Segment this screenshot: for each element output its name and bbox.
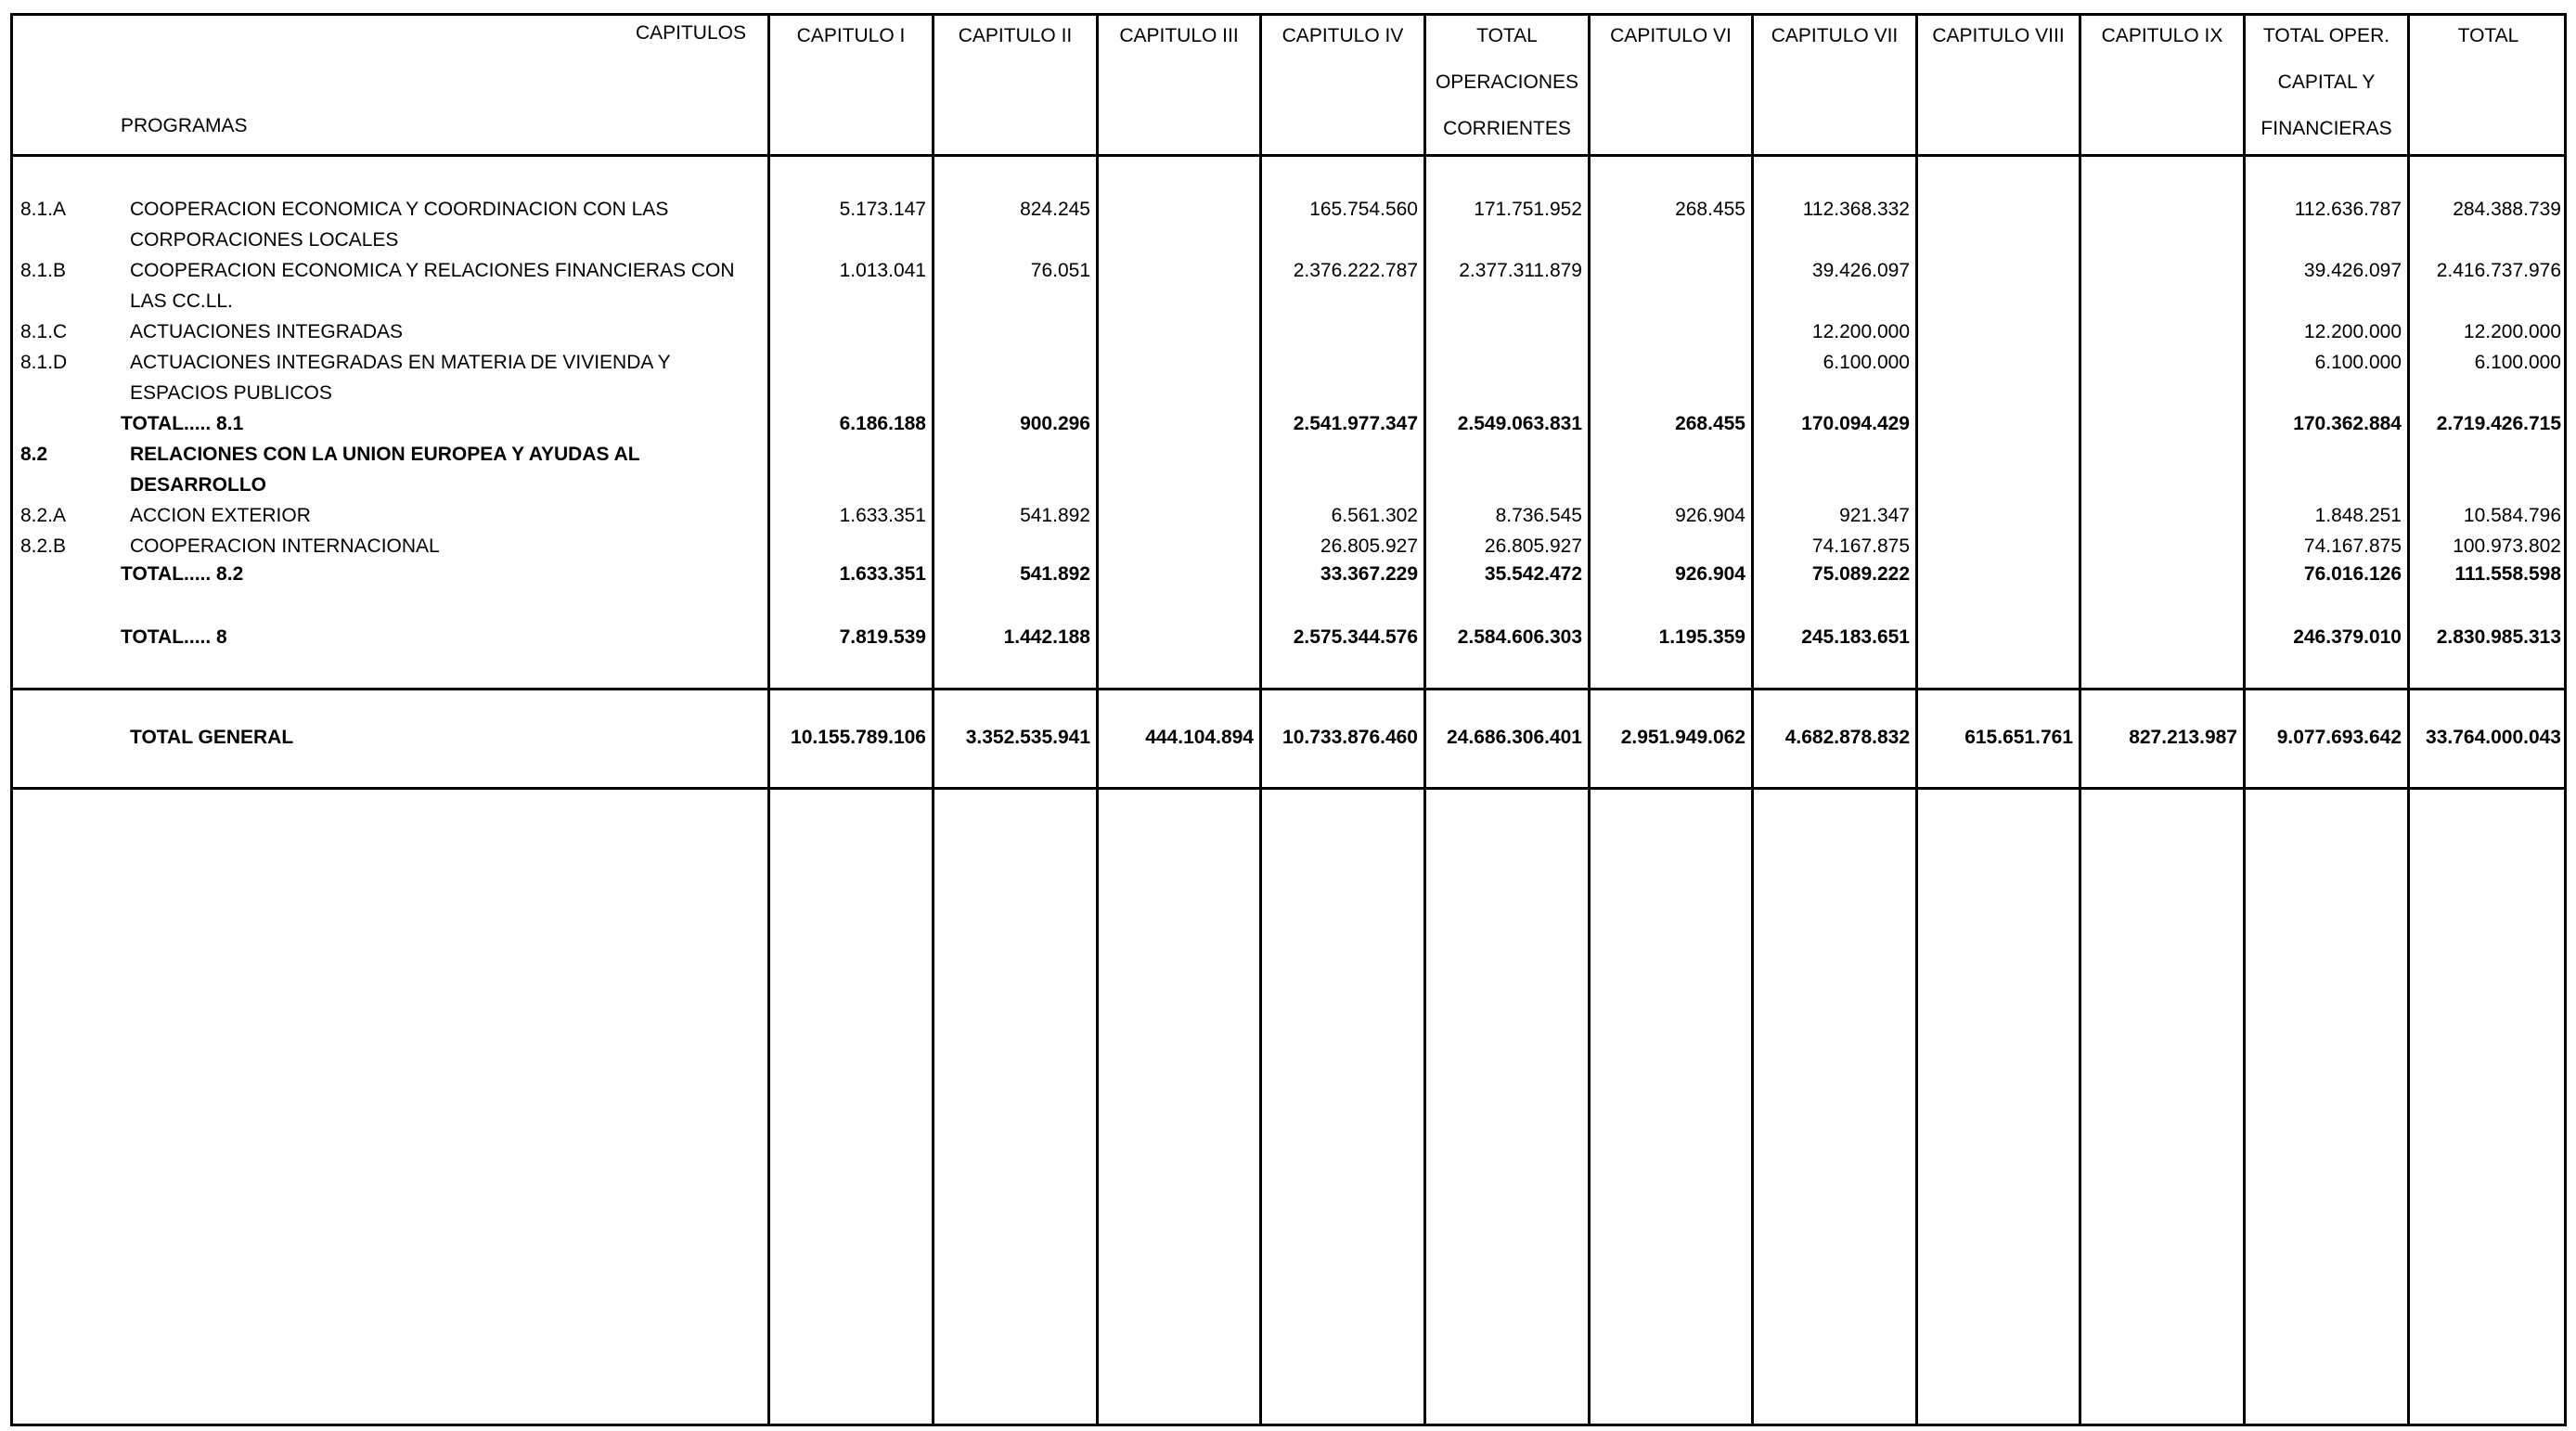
column-divider — [1259, 13, 1262, 1426]
amount-cell: 12.200.000 — [1811, 321, 1910, 342]
column-header: TOTAL — [1476, 25, 1538, 46]
total-general-amount: 10.733.876.460 — [1282, 727, 1418, 748]
column-divider — [1588, 13, 1591, 1426]
program-description: COOPERACION INTERNACIONAL — [130, 535, 440, 557]
column-header: CAPITULO VIII — [1932, 25, 2065, 46]
amount-cell: 112.636.787 — [2294, 199, 2402, 220]
amount-cell: 2.377.311.879 — [1459, 260, 1582, 281]
amount-cell: 1.633.351 — [839, 563, 926, 585]
column-divider — [1096, 13, 1099, 1426]
column-header: CAPITAL Y — [2277, 71, 2376, 93]
amount-cell: 1.442.188 — [1003, 626, 1090, 648]
amount-cell: 921.347 — [1839, 505, 1910, 526]
column-divider — [1915, 13, 1918, 1426]
amount-cell: 12.200.000 — [2463, 321, 2561, 342]
column-header: CAPITULO II — [958, 25, 1073, 46]
program-description: CORPORACIONES LOCALES — [130, 229, 399, 251]
program-description: COOPERACION ECONOMICA Y RELACIONES FINANCIERAS CON — [130, 260, 735, 281]
programas-label: PROGRAMAS — [121, 115, 248, 136]
amount-cell: 26.805.927 — [1320, 535, 1418, 557]
amount-cell: 170.094.429 — [1801, 413, 1910, 434]
amount-cell: 2.376.222.787 — [1293, 260, 1418, 281]
total-general-amount: 10.155.789.106 — [791, 727, 926, 748]
amount-cell: 74.167.875 — [1811, 535, 1910, 557]
total-general-amount: 9.077.693.642 — [2276, 727, 2402, 748]
program-code: 8.1.A — [20, 199, 67, 220]
column-divider — [2407, 13, 2410, 1426]
total-general-amount: 444.104.894 — [1145, 727, 1254, 748]
amount-cell: 824.245 — [1020, 199, 1090, 220]
subtotal-label: TOTAL..... 8.2 — [121, 563, 244, 585]
total-general-amount: 2.951.949.062 — [1620, 727, 1745, 748]
amount-cell: 12.200.000 — [2303, 321, 2402, 342]
program-code: 8.2.A — [20, 505, 67, 526]
total-general-amount: 33.764.000.043 — [2426, 727, 2561, 748]
amount-cell: 2.541.977.347 — [1293, 413, 1418, 434]
header-bottom-rule — [10, 154, 2567, 157]
program-code: 8.1.B — [20, 260, 67, 281]
column-header: CAPITULO III — [1119, 25, 1239, 46]
program-description: DESARROLLO — [130, 474, 266, 496]
amount-cell: 926.904 — [1675, 505, 1745, 526]
column-header: TOTAL OPER. — [2262, 25, 2390, 46]
column-divider — [1423, 13, 1426, 1426]
total-general-amount: 4.682.878.832 — [1784, 727, 1910, 748]
amount-cell: 76.051 — [1030, 260, 1090, 281]
amount-cell: 541.892 — [1020, 563, 1090, 585]
total-general-top-rule — [10, 688, 2567, 690]
amount-cell: 541.892 — [1020, 505, 1090, 526]
amount-cell: 75.089.222 — [1811, 563, 1910, 585]
amount-cell: 5.173.147 — [839, 199, 926, 220]
amount-cell: 26.805.927 — [1484, 535, 1582, 557]
subtotal-label: TOTAL..... 8.1 — [121, 413, 244, 434]
amount-cell: 268.455 — [1675, 199, 1745, 220]
total-general-bottom-rule — [10, 787, 2567, 790]
column-header: TOTAL — [2457, 25, 2519, 46]
amount-cell: 6.100.000 — [2314, 352, 2402, 373]
program-code: 8.1.D — [20, 352, 68, 373]
program-description: ACTUACIONES INTEGRADAS — [130, 321, 404, 342]
total-general-label: TOTAL GENERAL — [130, 727, 294, 748]
amount-cell: 100.973.802 — [2453, 535, 2561, 557]
amount-cell: 76.016.126 — [2303, 563, 2402, 585]
total-general-amount: 24.686.306.401 — [1447, 727, 1582, 748]
amount-cell: 7.819.539 — [839, 626, 926, 648]
column-header: CAPITULO VII — [1771, 25, 1899, 46]
subtotal-label: TOTAL..... 8 — [121, 626, 227, 648]
amount-cell: 2.830.985.313 — [2436, 626, 2561, 648]
column-header: CAPITULO IX — [2101, 25, 2223, 46]
amount-cell: 246.379.010 — [2293, 626, 2402, 648]
amount-cell: 112.368.332 — [1802, 199, 1910, 220]
amount-cell: 10.584.796 — [2463, 505, 2561, 526]
program-description: LAS CC.LL. — [130, 290, 233, 312]
column-divider — [932, 13, 934, 1426]
column-header: CAPITULO IV — [1282, 25, 1404, 46]
amount-cell: 1.195.359 — [1658, 626, 1745, 648]
total-general-amount: 3.352.535.941 — [965, 727, 1090, 748]
amount-cell: 2.416.737.976 — [2436, 260, 2561, 281]
amount-cell: 2.575.344.576 — [1293, 626, 1418, 648]
column-header: FINANCIERAS — [2260, 118, 2392, 139]
amount-cell: 1.633.351 — [839, 505, 926, 526]
program-description: ACTUACIONES INTEGRADAS EN MATERIA DE VIVIENDA Y — [130, 352, 671, 373]
amount-cell: 165.754.560 — [1309, 199, 1418, 220]
total-general-amount: 615.651.761 — [1964, 727, 2073, 748]
amount-cell: 2.719.426.715 — [2436, 413, 2561, 434]
amount-cell: 8.736.545 — [1495, 505, 1582, 526]
column-header: CAPITULO VI — [1610, 25, 1732, 46]
amount-cell: 284.388.739 — [2453, 199, 2561, 220]
capitulos-label: CAPITULOS — [635, 22, 746, 44]
amount-cell: 35.542.472 — [1484, 563, 1582, 585]
amount-cell: 926.904 — [1675, 563, 1745, 585]
amount-cell: 1.013.041 — [839, 260, 926, 281]
amount-cell: 39.426.097 — [1811, 260, 1910, 281]
amount-cell: 6.100.000 — [1823, 352, 1910, 373]
total-general-amount: 827.213.987 — [2129, 727, 2237, 748]
amount-cell: 6.100.000 — [2474, 352, 2561, 373]
amount-cell: 170.362.884 — [2293, 413, 2402, 434]
column-divider — [1751, 13, 1754, 1426]
amount-cell: 1.848.251 — [2314, 505, 2402, 526]
column-divider — [2243, 13, 2246, 1426]
amount-cell: 245.183.651 — [1801, 626, 1910, 648]
amount-cell: 2.584.606.303 — [1457, 626, 1582, 648]
amount-cell: 74.167.875 — [2303, 535, 2402, 557]
amount-cell: 33.367.229 — [1320, 563, 1418, 585]
program-code: 8.2.B — [20, 535, 67, 557]
column-header: OPERACIONES — [1435, 71, 1579, 93]
amount-cell: 268.455 — [1675, 413, 1745, 434]
program-description: ESPACIOS PUBLICOS — [130, 382, 332, 404]
program-code: 8.1.C — [20, 321, 68, 342]
column-header: CORRIENTES — [1443, 118, 1571, 139]
amount-cell: 39.426.097 — [2303, 260, 2402, 281]
program-code: 8.2 — [20, 444, 48, 465]
amount-cell: 6.561.302 — [1331, 505, 1418, 526]
amount-cell: 2.549.063.831 — [1457, 413, 1582, 434]
amount-cell: 900.296 — [1020, 413, 1090, 434]
program-description: RELACIONES CON LA UNION EUROPEA Y AYUDAS AL — [130, 444, 640, 465]
column-divider — [2079, 13, 2081, 1426]
amount-cell: 111.558.598 — [2454, 563, 2561, 585]
program-description: COOPERACION ECONOMICA Y COORDINACION CON LAS — [130, 199, 669, 220]
program-description: ACCION EXTERIOR — [130, 505, 311, 526]
amount-cell: 171.751.952 — [1474, 199, 1582, 220]
amount-cell: 6.186.188 — [839, 413, 926, 434]
column-divider — [767, 13, 770, 1426]
column-header: CAPITULO I — [796, 25, 906, 46]
